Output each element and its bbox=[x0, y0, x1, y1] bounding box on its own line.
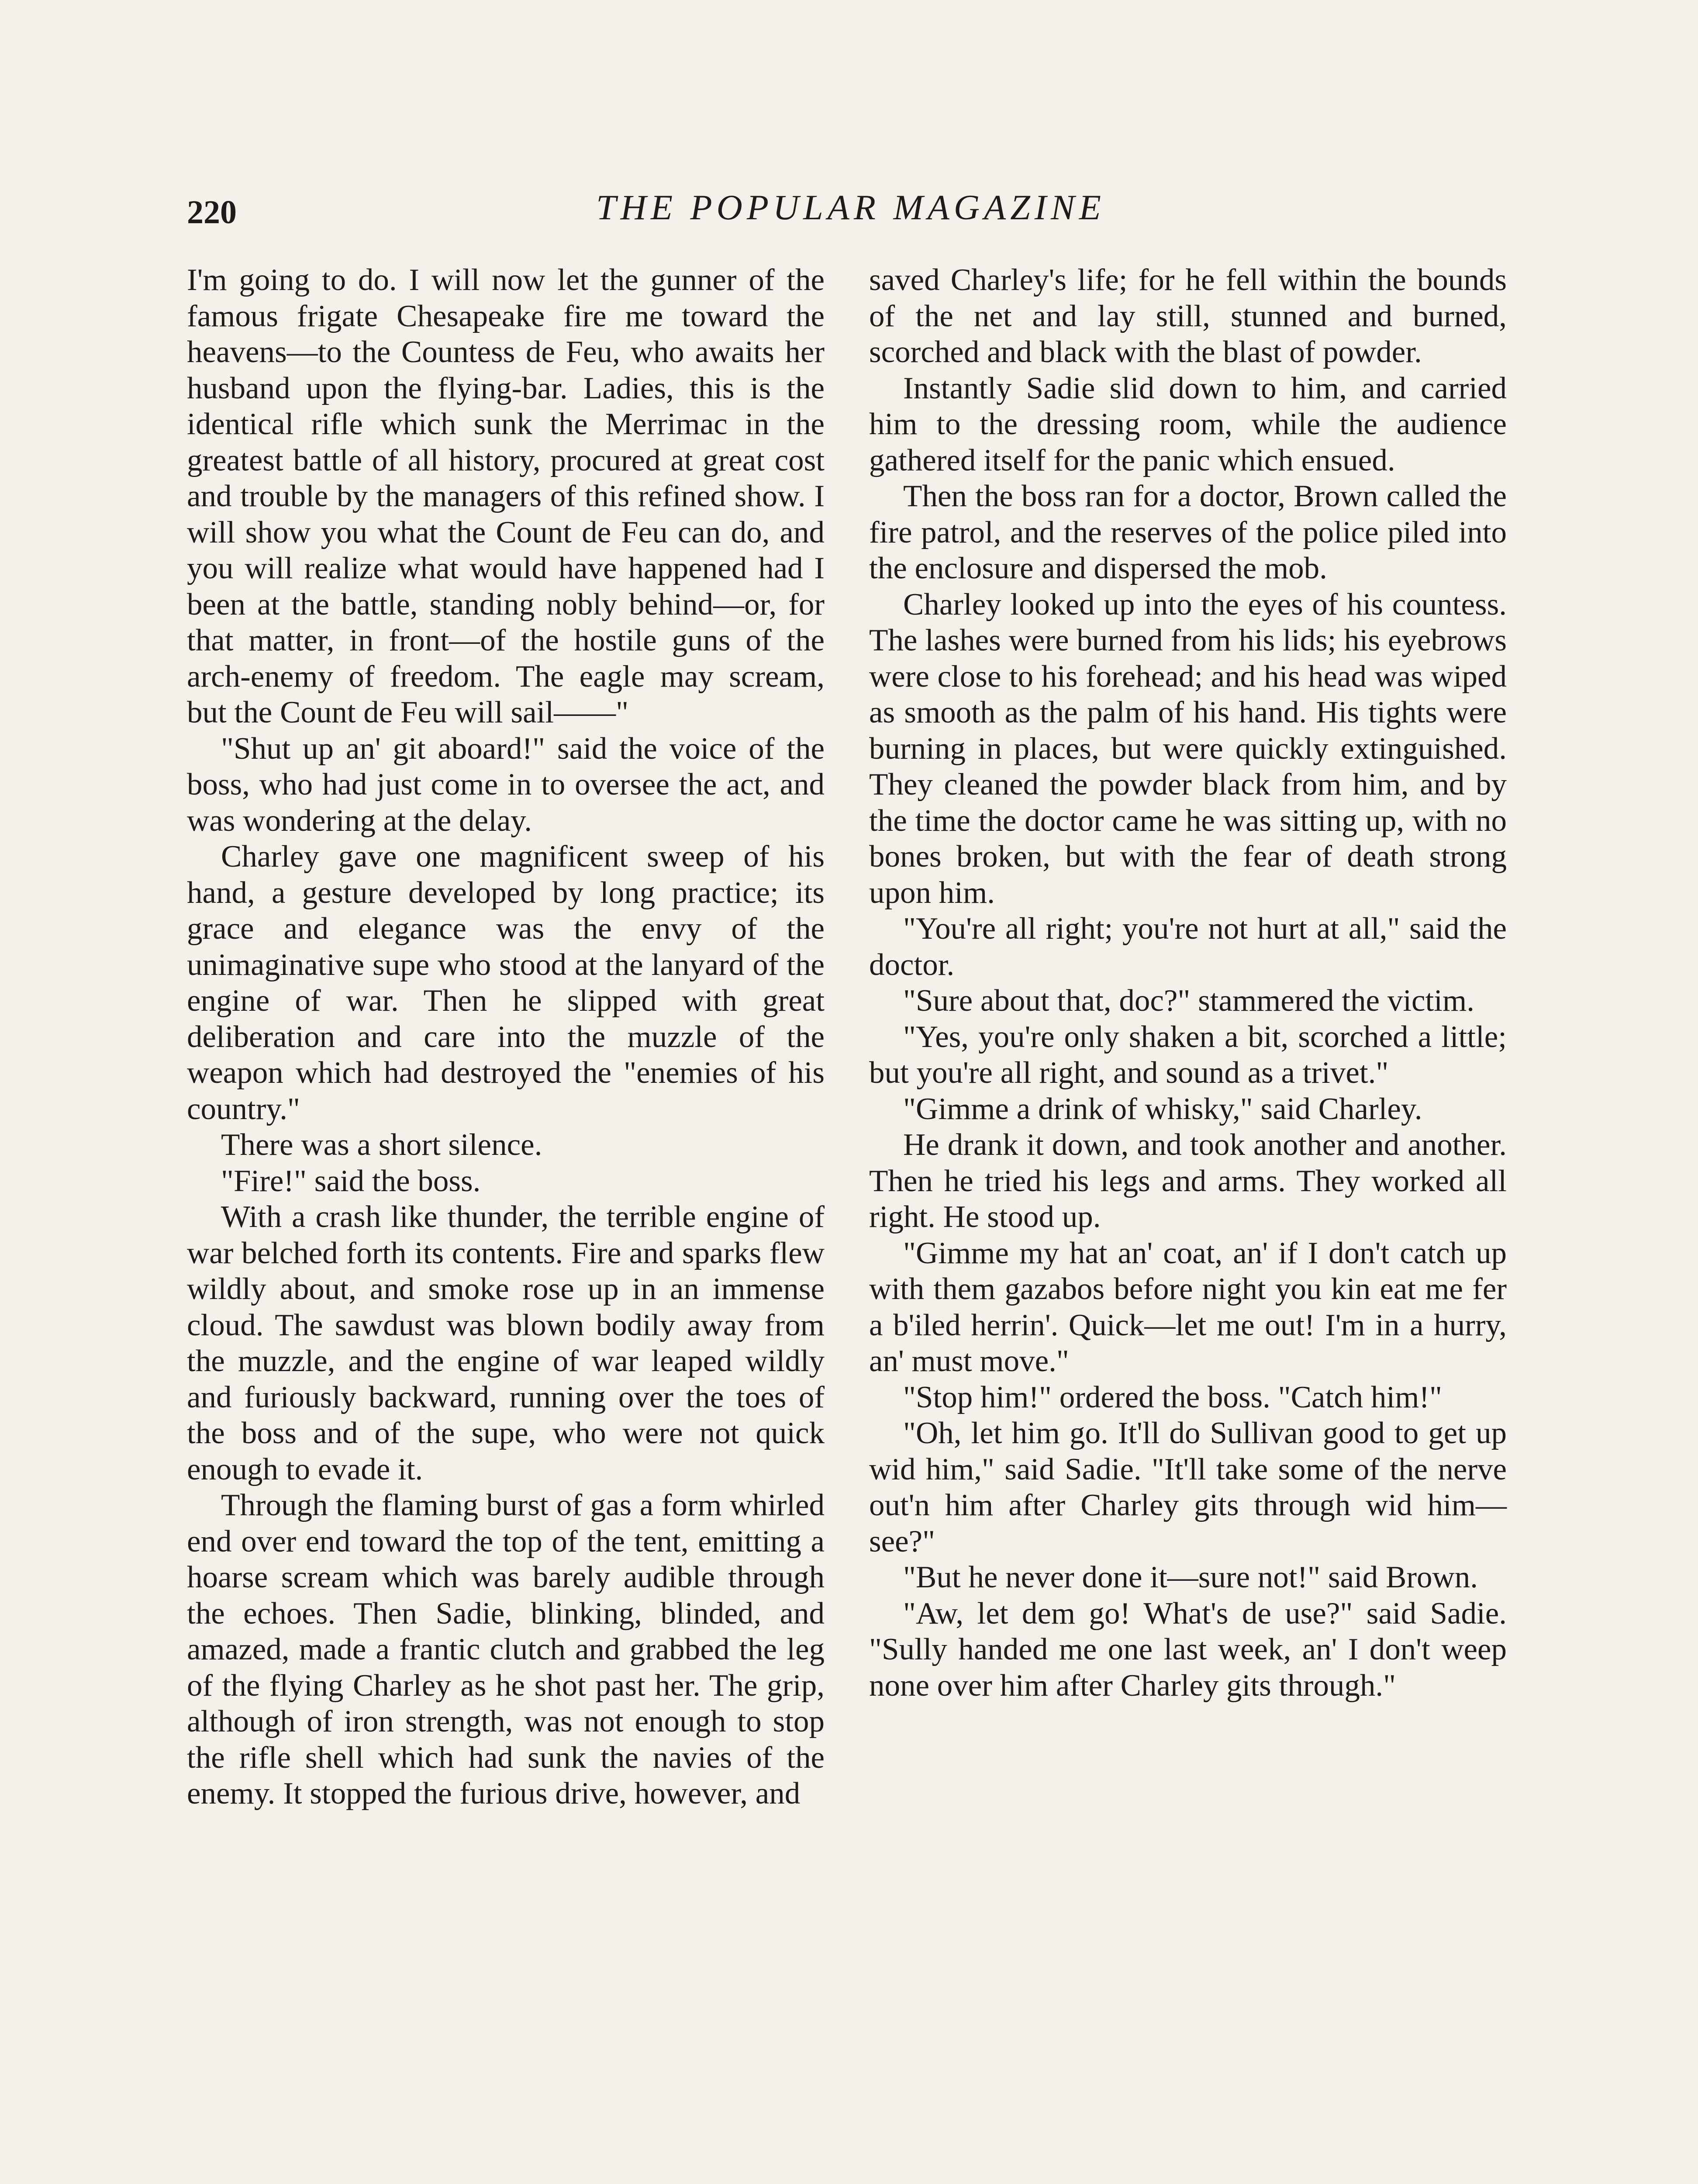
paragraph: I'm going to do. I will now let the gunner of the famous frigate Chesapeake fire me toward the heavens—to the Countess de Feu, who awaits her husband upon the flying-bar. Ladies, this is the identical rifle which sunk the Merrimac in the greatest battle of all history, procured at great cost and trouble by the managers of this refined show. I will show you what the Count de Feu can do, and you will realize what would have happened had I been at the battle, standing nobly behind—or, for that matter, in front—of the hostile guns of the arch-enemy of freedom. The eagle may scream, but the Count de Feu will sail——" bbox=[187, 263, 825, 729]
paragraph: Then the boss ran for a doctor, Brown called the fire patrol, and the reserves of the police piled into the enclosure and dispersed the mob. bbox=[869, 479, 1507, 585]
paragraph: "Sure about that, doc?" stammered the victim. bbox=[903, 984, 1474, 1018]
paragraph: "You're all right; you're not hurt at all," said the doctor. bbox=[869, 912, 1507, 982]
paragraph: "Yes, you're only shaken a bit, scorched a little; but you're all right, and sound as a trivet." bbox=[869, 1019, 1507, 1090]
paragraph: "Fire!" said the boss. bbox=[221, 1164, 481, 1198]
right-column bbox=[869, 262, 1507, 1704]
paragraph: Charley gave one magnificent sweep of his hand, a gesture developed by long practice; its grace and elegance was the envy of the unimaginative supe who stood at the lanyard of the engine of war. Then he slipped with great deliberation and care into the muzzle of the weapon which had destroyed the "enemies of his country." bbox=[187, 840, 825, 1126]
paragraph: "Oh, let him go. It'll do Sullivan good to get up wid him," said Sadie. "It'll take some of the nerve out'n him after Charley gits through wid him—see?" bbox=[869, 1416, 1507, 1559]
page-header bbox=[187, 187, 1515, 239]
paragraph: "But he never done it—sure not!" said Brown. bbox=[903, 1560, 1478, 1594]
paragraph: "Gimme a drink of whisky," said Charley. bbox=[903, 1092, 1422, 1126]
paragraph: "Aw, let dem go! What's de use?" said Sadie. "Sully handed me one last week, an' I don't weep none over him after Charley gits through." bbox=[869, 1596, 1507, 1703]
paragraph: Instantly Sadie slid down to him, and carried him to the dressing room, while the audience gathered itself for the panic which ensued. bbox=[869, 371, 1507, 477]
paragraph: With a crash like thunder, the terrible engine of war belched forth its contents. Fire and sparks flew wildly about, and smoke rose up in an immense cloud. The sawdust was blown bodily away from the muzzle, and the engine of war leaped wildly and furiously backward, running over the toes of the boss and of the supe, who were not quick enough to evade it. bbox=[187, 1200, 825, 1486]
paragraph: Through the flaming burst of gas a form whirled end over end toward the top of the tent, emitting a hoarse scream which was barely audible through the echoes. Then Sadie, blinking, blinded, and amazed, made a frantic clutch and grabbed the leg of the flying Charley as he shot past her. The grip, although of iron strength, was not enough to stop the rifle shell which had sunk the navies of the enemy. It stopped the furious drive, however, and bbox=[187, 1488, 825, 1811]
page-number: 220 bbox=[187, 194, 237, 231]
paragraph: saved Charley's life; for he fell within the bounds of the net and lay still, stunned and burned, scorched and black with the blast of powder. bbox=[869, 263, 1507, 369]
paragraph: "Gimme my hat an' coat, an' if I don't catch up with them gazabos before night you kin eat me fer a b'iled herrin'. Quick—let me out! I'm in a hurry, an' must move." bbox=[869, 1236, 1507, 1378]
paragraph: He drank it down, and took another and another. Then he tried his legs and arms. They worked all right. He stood up. bbox=[869, 1128, 1507, 1234]
running-title: THE POPULAR MAGAZINE bbox=[596, 187, 1105, 227]
left-column bbox=[187, 262, 825, 1812]
paragraph: Charley looked up into the eyes of his countess. The lashes were burned from his lids; his eyebrows were close to his forehead; and his head was wiped as smooth as the palm of his hand. His tights were burning in places, but were quickly extinguished. They cleaned the powder black from him, and by the time the doctor came he was sitting up, with no bones broken, but with the fear of death strong upon him. bbox=[869, 587, 1507, 910]
paragraph: "Stop him!" ordered the boss. "Catch him!" bbox=[903, 1380, 1443, 1414]
paragraph: There was a short silence. bbox=[221, 1128, 542, 1162]
paragraph: "Shut up an' git aboard!" said the voice of the boss, who had just come in to oversee the act, and was wondering at the delay. bbox=[187, 731, 825, 838]
